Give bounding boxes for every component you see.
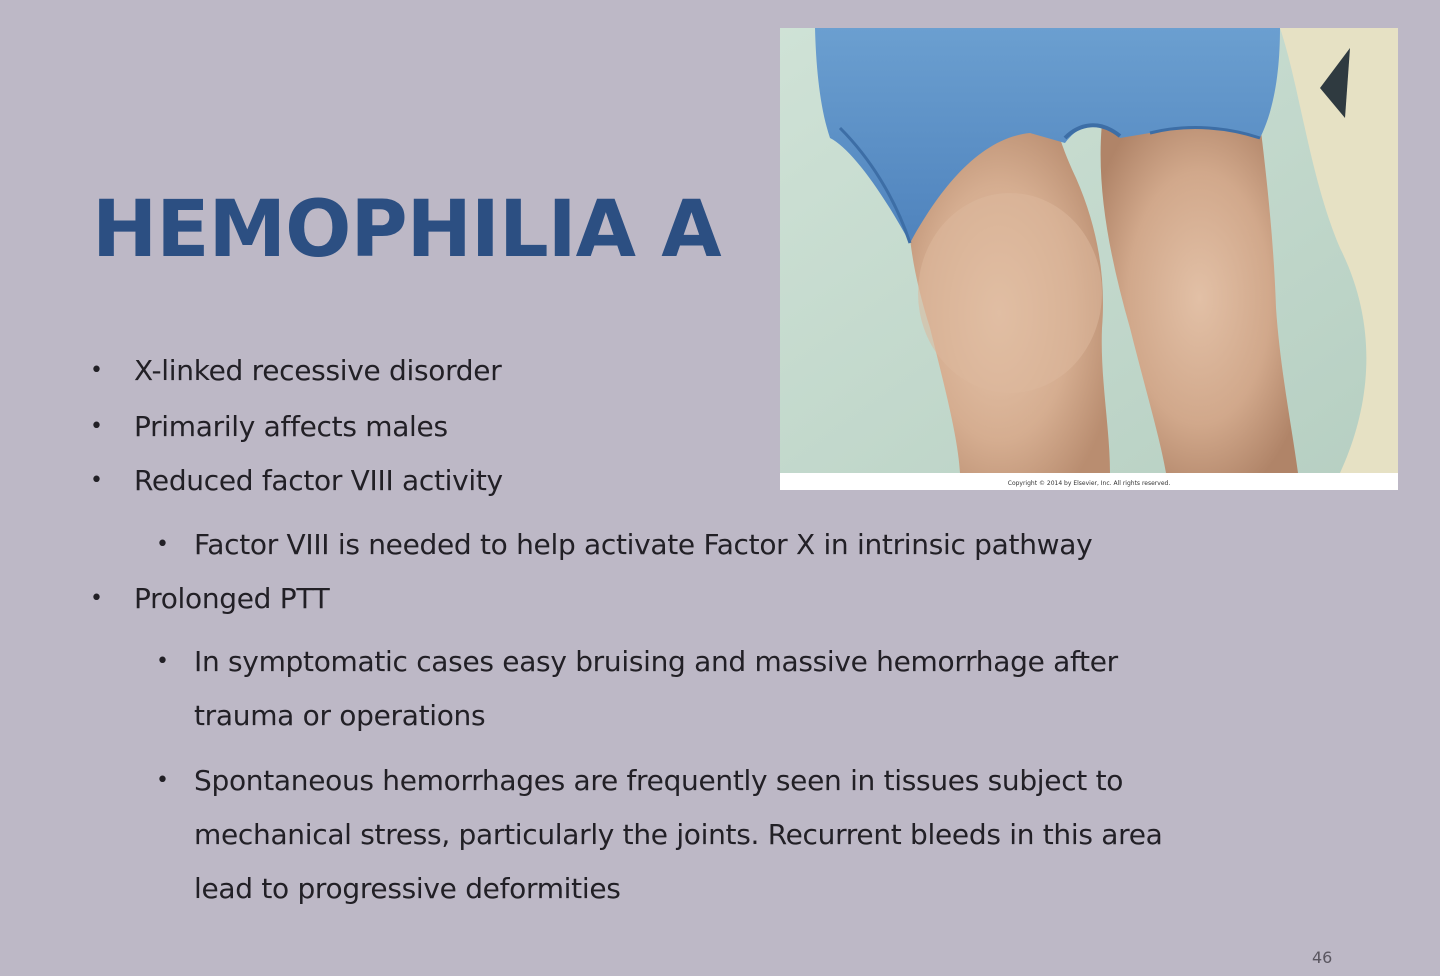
- sub-bullet-item: [156, 635, 1224, 743]
- bullet-dot: •: [156, 768, 169, 793]
- bullet-item: [90, 400, 794, 454]
- bullet-item: [90, 344, 794, 398]
- bullet-item: [90, 454, 794, 508]
- bullet-text: X-linked recessive disorder: [134, 354, 502, 387]
- sub-bullet-item: [156, 518, 1224, 572]
- bullet-text: Spontaneous hemorrhages are frequently seen in tissues subject to mechanical stress, particularly the joints. Recurrent bleeds in this area lead to progressive deformities: [194, 764, 1163, 905]
- bullet-dot: •: [90, 468, 103, 493]
- bullet-text: Factor VIII is needed to help activate Factor X in intrinsic pathway: [194, 528, 1093, 561]
- bullet-dot: •: [156, 649, 169, 674]
- bullet-text: In symptomatic cases easy bruising and massive hemorrhage after trauma or operations: [194, 645, 1118, 732]
- bullet-text: Prolonged PTT: [134, 582, 330, 615]
- bullet-dot: •: [90, 586, 103, 611]
- bullet-text: Primarily affects males: [134, 410, 448, 443]
- bullet-item: [90, 572, 794, 626]
- bullet-dot: •: [156, 532, 169, 557]
- bullet-dot: •: [90, 414, 103, 439]
- photo-illustration: [780, 28, 1398, 490]
- slide-title: HEMOPHILIA A: [92, 185, 721, 275]
- page-number: 46: [1312, 948, 1333, 967]
- image-copyright-caption: Copyright © 2014 by Elsevier, Inc. All rights reserved.: [1007, 480, 1171, 487]
- bullet-text: Reduced factor VIII activity: [134, 464, 503, 497]
- knee-hemarthrosis-photo: [780, 28, 1398, 490]
- sub-bullet-item: [156, 754, 1224, 916]
- bullet-dot: •: [90, 358, 103, 383]
